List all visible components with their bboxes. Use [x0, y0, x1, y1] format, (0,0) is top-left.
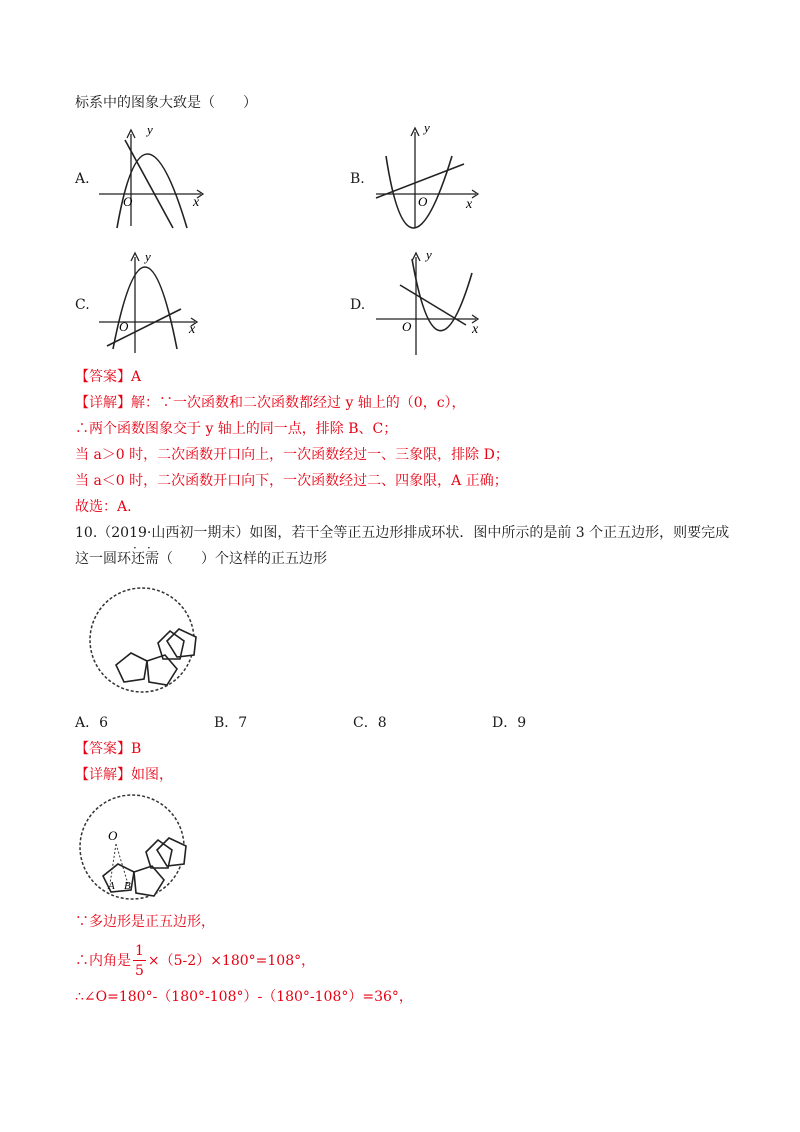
point-o-label: O: [108, 828, 118, 843]
graph-a-origin-label: O: [123, 194, 133, 209]
graph-d-origin-label: O: [402, 319, 412, 334]
q10-number: 10.: [75, 525, 98, 541]
graph-d: [372, 245, 492, 355]
q10-line2-pre: 这一圆环: [75, 551, 131, 567]
q9-detail-line-3: 当 a＞0 时，二次函数开口向上，一次函数经过一、三象限，排除 D；: [75, 447, 509, 463]
q9-detail-line-5: 故选：A.: [75, 499, 132, 515]
option-c-label: C.: [75, 297, 90, 313]
fraction-denominator: 5: [135, 963, 144, 979]
answer-tag: 【答案】: [75, 741, 131, 757]
q10-text: （2019·山西初一期末）如图，若干全等正五边形排成环状．图中所示的是前 3 个正五边形，则要完成: [97, 525, 730, 541]
graph-b: [372, 120, 492, 230]
graph-c-x-label: x: [189, 322, 196, 337]
graph-a-y-label: y: [147, 122, 153, 137]
q9-answer: [75, 370, 141, 384]
q9-detail-line-1: [75, 396, 466, 410]
q10-line-1: [75, 526, 729, 540]
q10-line2-post: （ ）个这样的正五边形: [159, 551, 327, 567]
emphasis-char-2: 需: [145, 551, 159, 567]
q10-detail-line-a: ∵多边形是正五边形，: [75, 914, 215, 930]
q10-line-2: [75, 552, 327, 566]
q10-detail-head: [75, 768, 173, 782]
graph-a-x-label: x: [193, 195, 200, 210]
detail-tag: 【详解】: [75, 395, 131, 411]
emphasis-char-1: 还: [131, 551, 145, 567]
q10-answer: [75, 742, 141, 756]
detail-text: 解：∵一次函数和二次函数都经过 y 轴上的（0，c），: [131, 395, 466, 411]
graph-b-y-label: y: [424, 120, 430, 135]
graph-c-origin-label: O: [119, 319, 129, 334]
q9-detail-line-4: 当 a＜0 时，二次函数开口向下，一次函数经过二、四象限，A 正确；: [75, 473, 508, 489]
q10-detail-line-c: ∴∠O=180°-（180°-108°）-（180°-108°）=36°，: [75, 989, 413, 1005]
q9-detail-line-2: ∴两个函数图象交于 y 轴上的同一点，排除 B、C；: [75, 421, 398, 437]
point-a-label: A: [108, 880, 115, 892]
fraction-numerator: 1: [135, 943, 144, 959]
question-intro: 标系中的图象大致是（ ）: [75, 95, 257, 111]
answer-tag: 【答案】: [75, 369, 131, 385]
graph-b-x-label: x: [466, 197, 473, 212]
q10-option-a: A．6: [75, 715, 109, 731]
pentagon-ring-figure: [78, 585, 218, 705]
q10-option-d: D．9: [492, 715, 527, 731]
graph-a: [95, 120, 215, 230]
q10-option-b: B．7: [214, 715, 248, 731]
q10-option-c: C．8: [353, 715, 387, 731]
solution-figure: [68, 792, 208, 912]
detail-text: ∴内角是: [75, 953, 131, 969]
graph-d-y-label: y: [426, 247, 432, 262]
detail-text: 如图，: [131, 767, 173, 783]
graph-c-y-label: y: [145, 249, 151, 264]
point-b-label: B: [124, 880, 131, 892]
graph-d-x-label: x: [472, 322, 479, 337]
graph-c: [95, 245, 215, 355]
answer-value: A: [131, 369, 142, 385]
option-d-label: D.: [350, 297, 366, 313]
detail-text: ×（5-2）×180°=108°，: [147, 953, 316, 969]
fraction: [133, 944, 146, 978]
detail-tag: 【详解】: [75, 767, 131, 783]
option-b-label: B.: [350, 171, 365, 187]
answer-value: B: [131, 741, 142, 757]
q10-detail-line-b: [75, 944, 315, 978]
option-a-label: A.: [75, 171, 90, 187]
graph-b-origin-label: O: [418, 194, 428, 209]
